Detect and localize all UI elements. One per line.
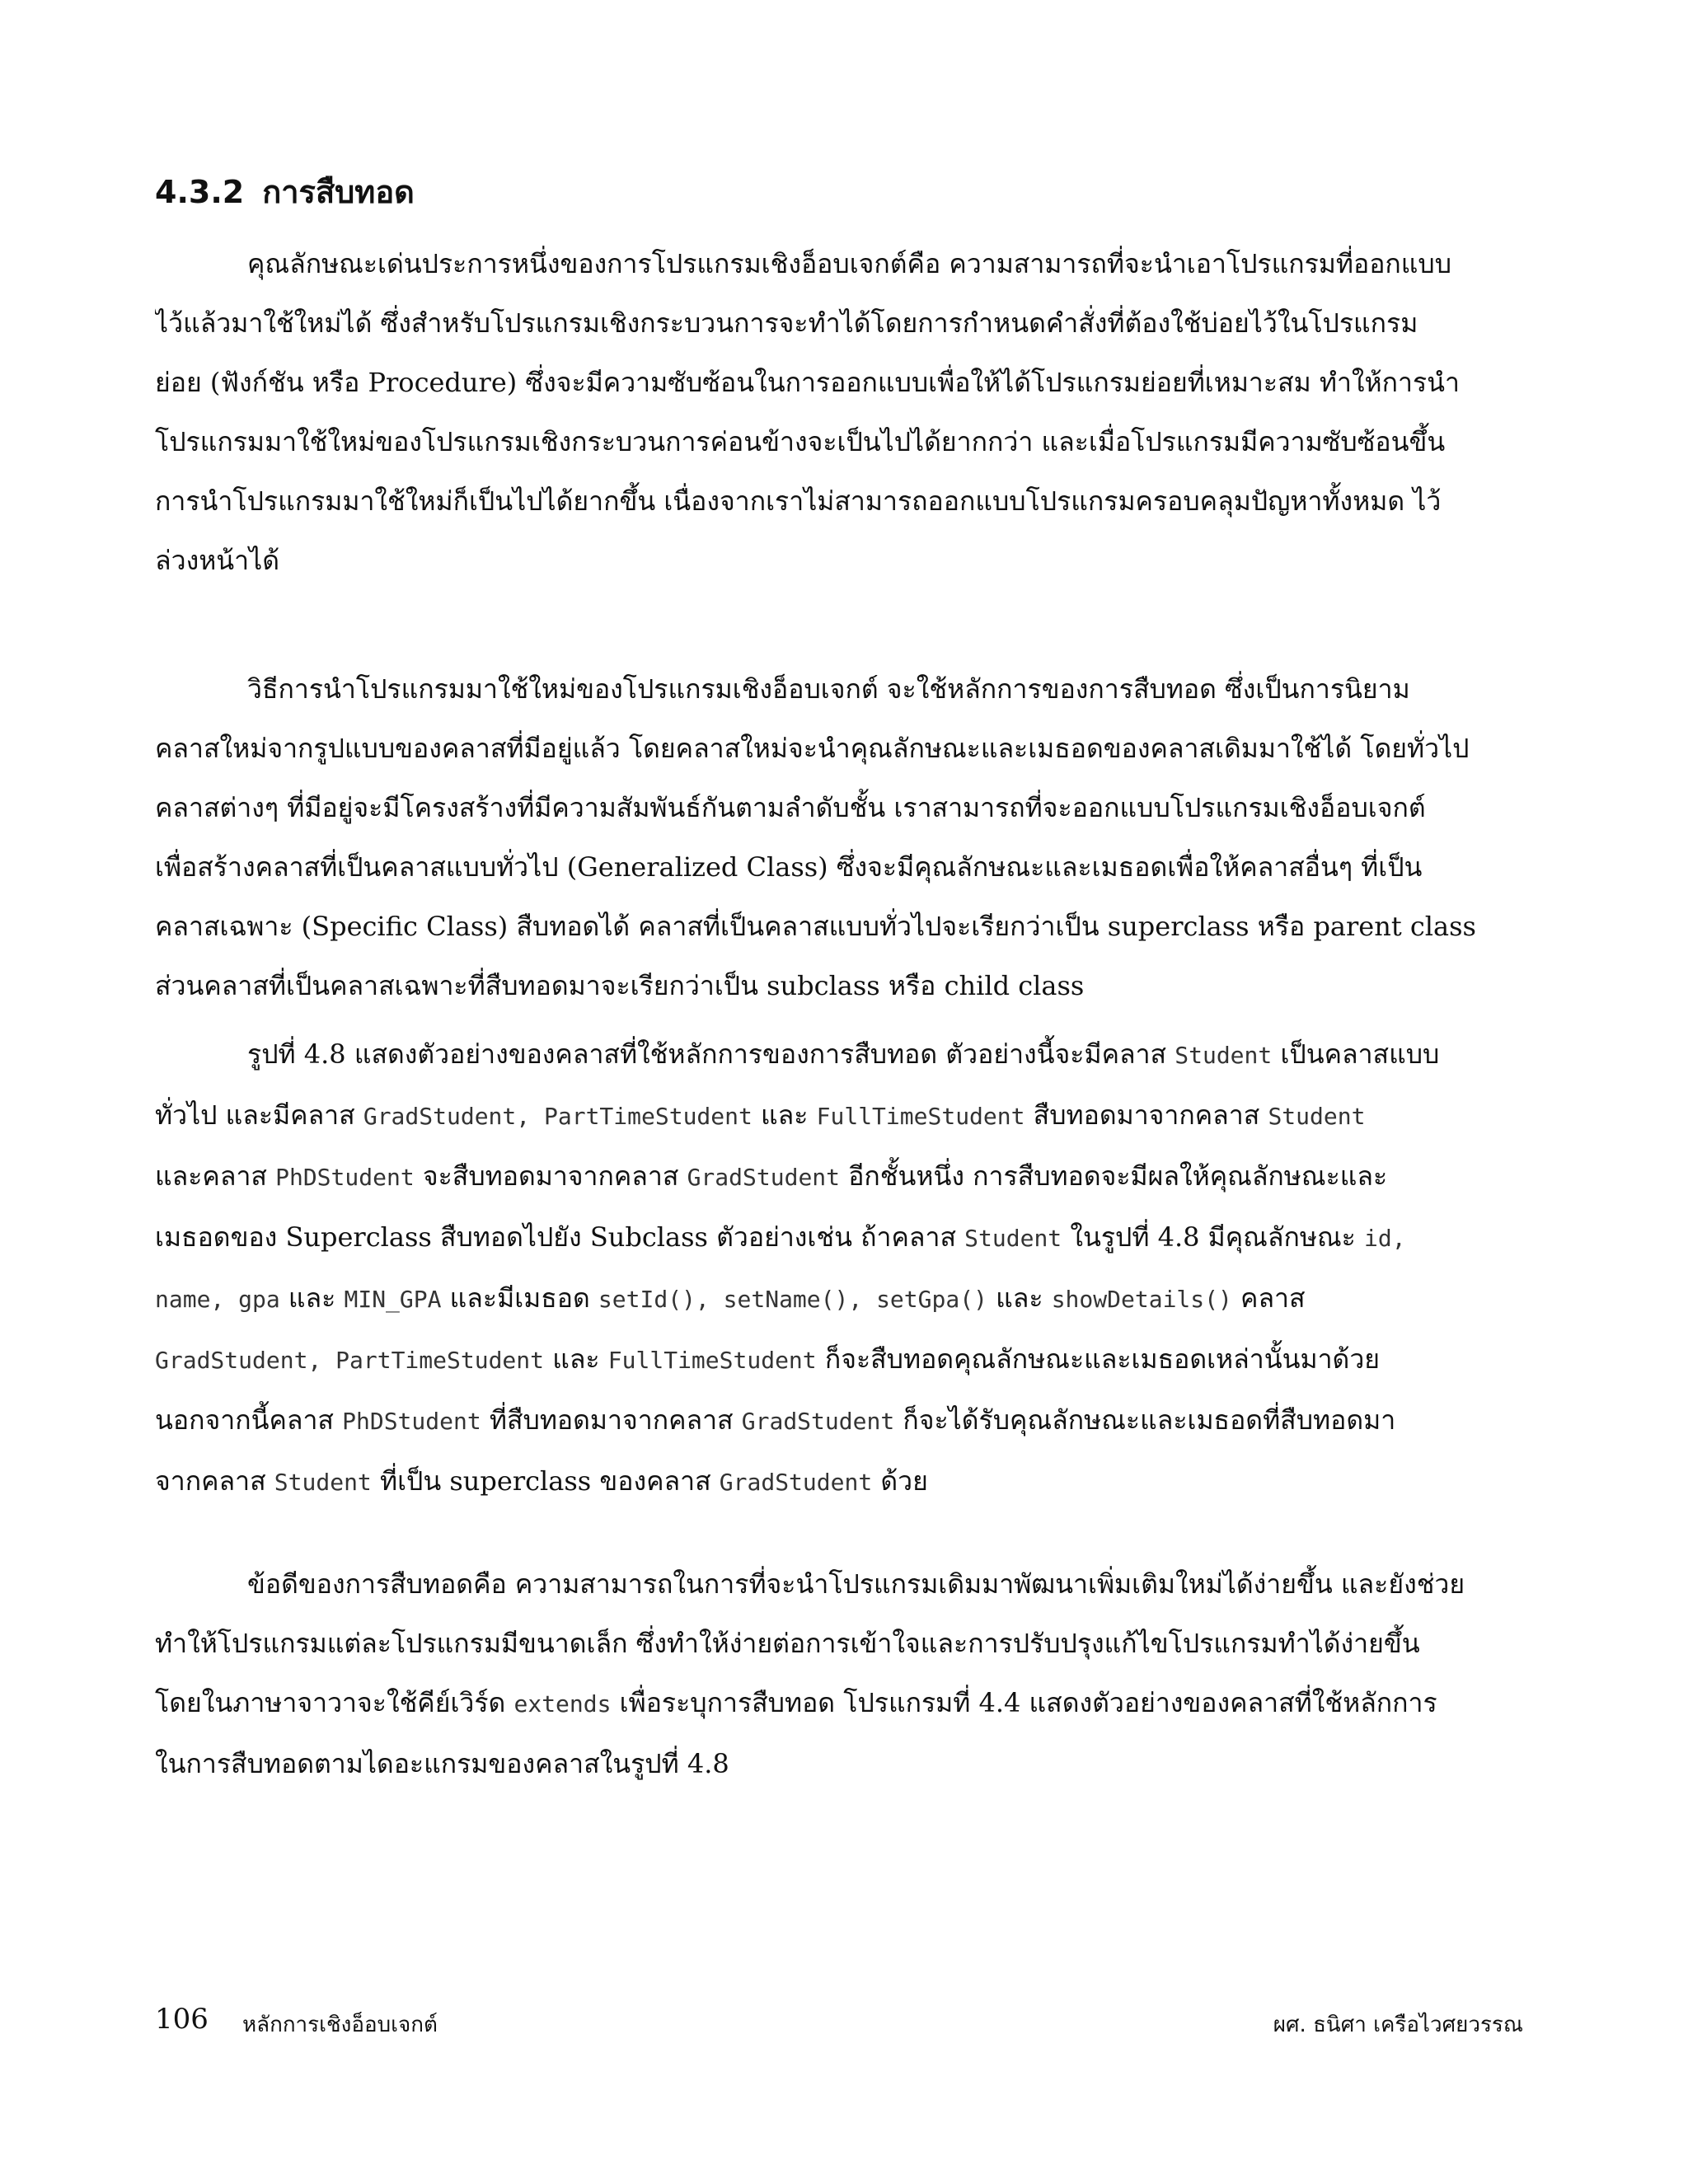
code-class-name: PhDStudent xyxy=(342,1408,481,1435)
text-run: ก็จะได้รับคุณลักษณะและเมธอดที่สืบทอดมา xyxy=(894,1404,1396,1436)
paragraph-line: ทำให้โปรแกรมแต่ละโปรแกรมมีขนาดเล็ก ซึ่งทำให้ง่ายต่อการเข้าใจและการปรับปรุงแก้ไขโปรแกรมทำได้ง่ายขึ้น xyxy=(155,1628,1420,1659)
paragraph-line: โปรแกรมมาใช้ใหม่ของโปรแกรมเชิงกระบวนการค่อนข้างจะเป็นไปได้ยากกว่า และเมื่อโปรแกรมมีความซับซ้อนขึ้น xyxy=(155,426,1446,457)
paragraph-1 xyxy=(155,234,1523,590)
paragraph-3 xyxy=(155,1024,1523,1512)
text-run: ด้วย xyxy=(872,1465,928,1497)
text-run: ที่สืบทอดมาจากคลาส xyxy=(481,1404,742,1436)
paragraph-2 xyxy=(155,659,1523,1015)
section-number: 4.3.2 xyxy=(155,174,245,210)
paragraph-line: ย่อย (ฟังก์ชัน หรือ Procedure) ซึ่งจะมีความซับซ้อนในการออกแบบเพื่อให้ได้โปรแกรมย่อยที่เหมาะสม ทำให้การนำ xyxy=(155,367,1461,398)
paragraph-line xyxy=(155,1146,1523,1207)
code-method: setId(), setName(), setGpa() xyxy=(598,1286,987,1313)
text-run: และ xyxy=(544,1343,608,1375)
text-run: ในรูปที่ 4.8 มีคุณลักษณะ xyxy=(1062,1221,1364,1253)
paragraph-line: เพื่อสร้างคลาสที่เป็นคลาสแบบทั่วไป (Generalized Class) ซึ่งจะมีคุณลักษณะและเมธอดเพื่อให้คลาสอื่นๆ ที่เป็น xyxy=(155,851,1423,883)
paragraph-line: คลาสใหม่จากรูปแบบของคลาสที่มีอยู่แล้ว โดยคลาสใหม่จะนำคุณลักษณะและเมธอดของคลาสเดิมมาใช้ได้ โดยทั่วไป xyxy=(155,733,1470,764)
paragraph-line xyxy=(155,1268,1523,1329)
text-run: อีกชั้นหนึ่ง การสืบทอดจะมีผลให้คุณลักษณะและ xyxy=(840,1160,1388,1192)
paragraph-line: ส่วนคลาสที่เป็นคลาสเฉพาะที่สืบทอดมาจะเรียกว่าเป็น subclass หรือ child class xyxy=(155,970,1085,1001)
paragraph-line: วิธีการนำโปรแกรมมาใช้ใหม่ของโปรแกรมเชิงอ็อบเจกต์ จะใช้หลักการของการสืบทอด ซึ่งเป็นการนิยาม xyxy=(247,673,1410,705)
text-run: เป็นคลาสแบบ xyxy=(1272,1038,1440,1070)
text-run: และ xyxy=(279,1282,345,1314)
paragraph-line xyxy=(155,1673,1523,1734)
code-class-name: GradStudent, PartTimeStudent xyxy=(363,1103,753,1130)
text-run: และ xyxy=(752,1099,817,1131)
text-run: โดยในภาษาจาวาจะใช้คีย์เวิร์ด xyxy=(155,1687,514,1718)
code-method: showDetails() xyxy=(1051,1286,1232,1313)
section-title: การสืบทอด xyxy=(262,174,415,210)
code-class-name: GradStudent xyxy=(719,1469,873,1496)
paragraph-4 xyxy=(155,1554,1523,1793)
paragraph-line xyxy=(155,1390,1523,1451)
text-run: คลาส xyxy=(1231,1282,1306,1314)
code-class-name: FullTimeStudent xyxy=(816,1103,1025,1130)
text-run: และ xyxy=(987,1282,1052,1314)
text-run: รูปที่ 4.8 แสดงตัวอย่างของคลาสที่ใช้หลักการของการสืบทอด ตัวอย่างนี้จะมีคลาส xyxy=(247,1038,1175,1070)
section-heading xyxy=(155,169,415,215)
text-run: ที่เป็น superclass ของคลาส xyxy=(371,1465,720,1497)
code-class-name: Student xyxy=(964,1225,1062,1252)
page-footer xyxy=(155,2003,1523,2044)
code-class-name: GradStudent, PartTimeStudent xyxy=(155,1347,545,1374)
text-run: จากคลาส xyxy=(155,1465,274,1497)
paragraph-line: คุณลักษณะเด่นประการหนึ่งของการโปรแกรมเชิงอ็อบเจกต์คือ ความสามารถที่จะนำเอาโปรแกรมที่ออกแบบ xyxy=(247,248,1452,279)
text-run: และคลาส xyxy=(155,1160,276,1192)
code-keyword: extends xyxy=(513,1690,612,1718)
paragraph-line: ในการสืบทอดตามไดอะแกรมของคลาสในรูปที่ 4.8 xyxy=(155,1748,729,1779)
text-run: ทั่วไป และมีคลาส xyxy=(155,1099,363,1131)
code-class-name: FullTimeStudent xyxy=(607,1347,817,1374)
code-class-name: Student xyxy=(274,1469,372,1496)
code-attribute: MIN_GPA xyxy=(344,1286,442,1313)
code-attribute: name, gpa xyxy=(155,1286,280,1313)
author-name: ผศ. ธนิศา เครือไวศยวรรณ xyxy=(1273,2013,1523,2037)
paragraph-line: คลาสต่างๆ ที่มีอยู่จะมีโครงสร้างที่มีความสัมพันธ์กันตามลำดับชั้น เราสามารถที่จะออกแบบโปรแกรมเชิงอ็อบเจกต์ xyxy=(155,792,1426,823)
paragraph-line: ล่วงหน้าได้ xyxy=(155,545,280,576)
code-class-name: GradStudent xyxy=(687,1164,841,1191)
paragraph-line xyxy=(155,1024,1523,1085)
text-run: เพื่อระบุการสืบทอด โปรแกรมที่ 4.4 แสดงตัวอย่างของคลาสที่ใช้หลักการ xyxy=(611,1687,1437,1718)
text-run: และมีเมธอด xyxy=(441,1282,598,1314)
paragraph-line xyxy=(155,1085,1523,1146)
text-run: ก็จะสืบทอดคุณลักษณะและเมธอดเหล่านั้นมาด้วย xyxy=(816,1343,1381,1375)
paragraph-line xyxy=(155,1451,1523,1512)
page-number: 106 xyxy=(155,2003,209,2036)
text-run: เมธอดของ Superclass สืบทอดไปยัง Subclass ตัวอย่างเช่น ถ้าคลาส xyxy=(155,1221,965,1253)
paragraph-line xyxy=(155,1207,1523,1268)
paragraph-line: ข้อดีของการสืบทอดคือ ความสามารถในการที่จะนำโปรแกรมเดิมมาพัฒนาเพิ่มเติมใหม่ได้ง่ายขึ้น และยังช่วย xyxy=(247,1568,1465,1600)
code-attribute: id, xyxy=(1363,1225,1406,1252)
paragraph-line xyxy=(155,1329,1523,1390)
paragraph-line: คลาสเฉพาะ (Specific Class) สืบทอดได้ คลาสที่เป็นคลาสแบบทั่วไปจะเรียกว่าเป็น superclass หรือ parent class xyxy=(155,911,1476,942)
code-class-name: PhDStudent xyxy=(275,1164,415,1191)
book-title: หลักการเชิงอ็อบเจกต์ xyxy=(242,2013,438,2037)
text-run: สืบทอดมาจากคลาส xyxy=(1025,1099,1268,1131)
code-class-name: Student xyxy=(1268,1103,1366,1130)
code-class-name: GradStudent xyxy=(741,1408,895,1435)
text-run: จะสืบทอดมาจากคลาส xyxy=(414,1160,687,1192)
paragraph-line: การนำโปรแกรมมาใช้ใหม่ก็เป็นไปได้ยากขึ้น เนื่องจากเราไม่สามารถออกแบบโปรแกรมครอบคลุมปัญหาทั้งหมด ไว้ xyxy=(155,485,1442,517)
text-run: นอกจากนี้คลาส xyxy=(155,1404,343,1436)
code-class-name: Student xyxy=(1175,1042,1273,1069)
paragraph-line: ไว้แล้วมาใช้ใหม่ได้ ซึ่งสำหรับโปรแกรมเชิงกระบวนการจะทำได้โดยการกำหนดคำสั่งที่ต้องใช้บ่อยไว้ในโปรแกรม xyxy=(155,307,1418,339)
